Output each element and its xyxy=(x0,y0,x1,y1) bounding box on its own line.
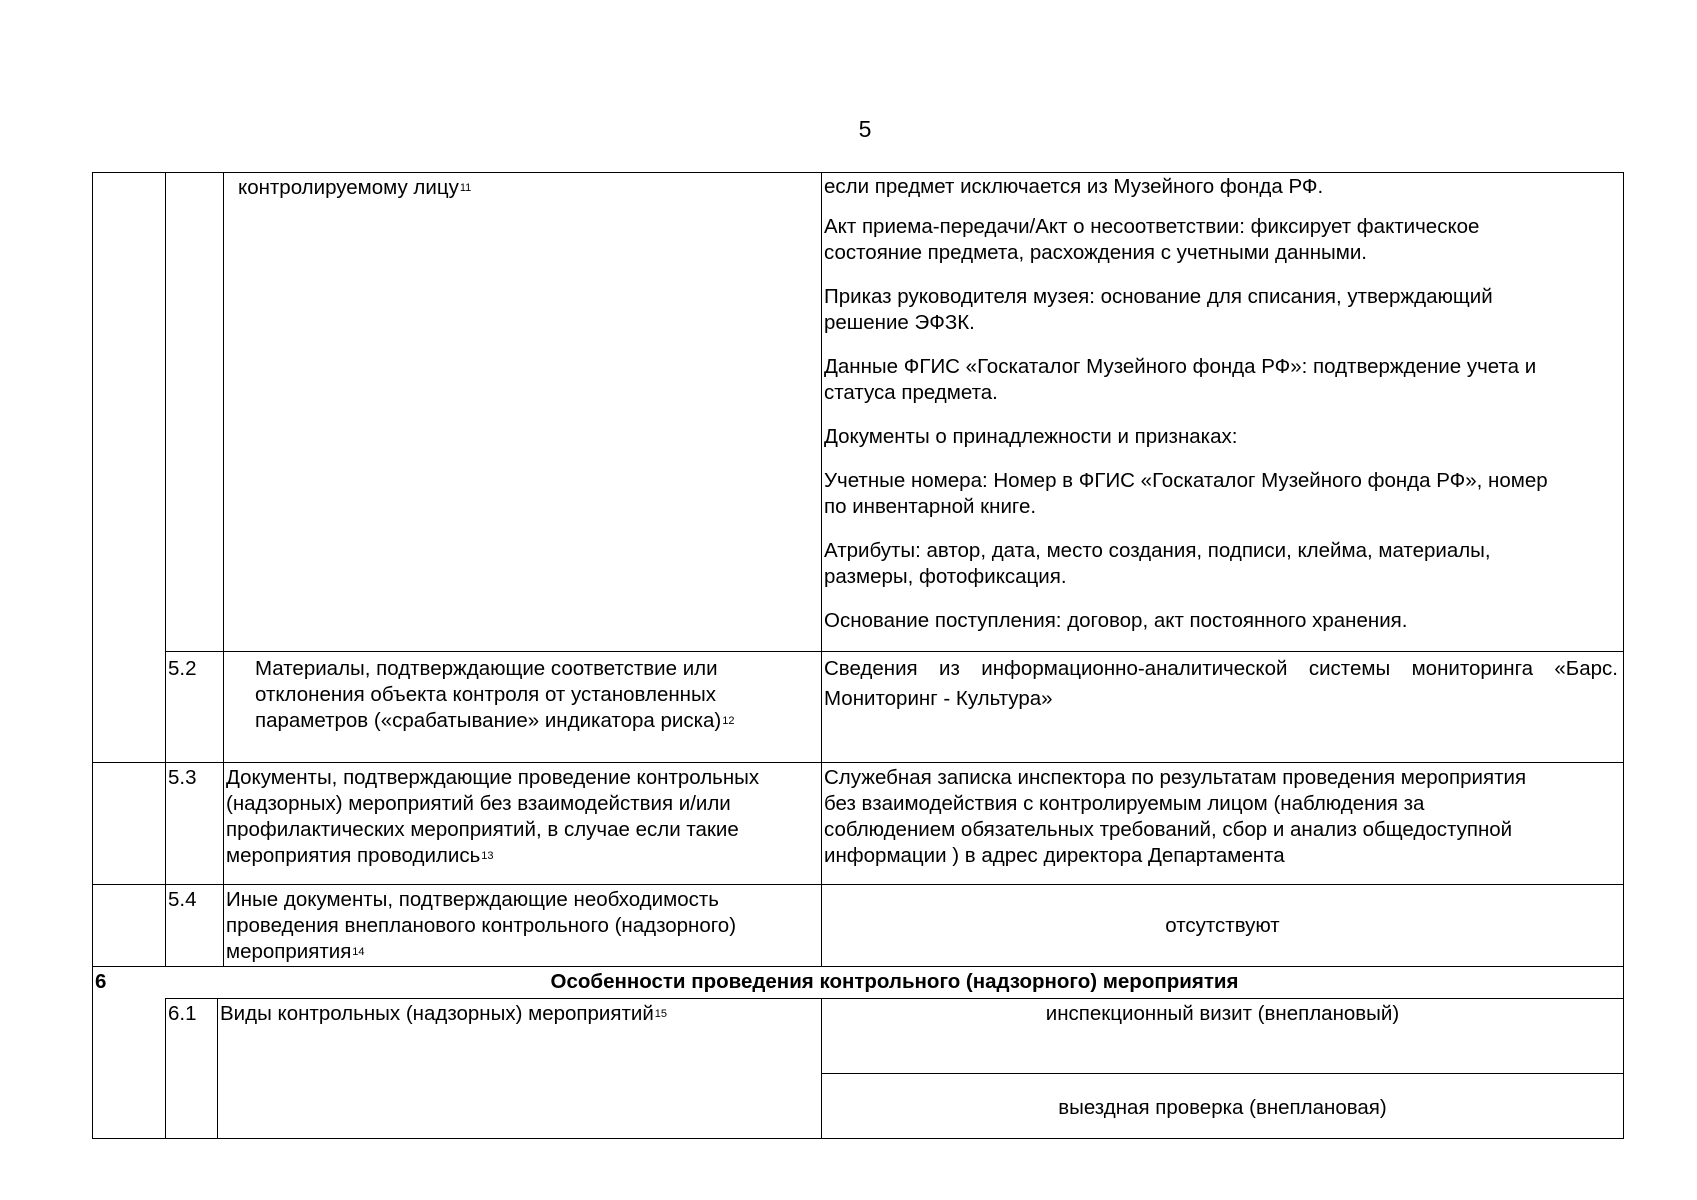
row-5-1-title: контролируемому лицу$^{11}$ xyxy=(238,176,472,199)
footnote-ref: 13 xyxy=(481,850,494,862)
row-5-1-content-line: Учетные номера: Номер в ФГИС «Госкаталог Музейного фонда РФ», номер xyxy=(824,469,1548,492)
row-5-2-title-line: параметров («срабатывание» индикатора риска)$^{12}$ xyxy=(255,709,735,732)
row-5-1-content-line: решение ЭФЗК. xyxy=(824,311,975,334)
row-5-1-content-line: Основание поступления: договор, акт постоянного хранения. xyxy=(824,609,1408,632)
row-5-1-content-line: Акт приема-передачи/Акт о несоответствии: фиксирует фактическое xyxy=(824,215,1480,238)
table-border-bottom xyxy=(92,1138,1624,1139)
row-5-3-title-line: мероприятия проводились$^{13}$ xyxy=(226,844,494,867)
row-5-3-title-line: Документы, подтверждающие проведение контрольных xyxy=(226,766,760,789)
row-5-2-title-line: Материалы, подтверждающие соответствие или xyxy=(255,657,718,680)
row-5-1-content-line: Атрибуты: автор, дата, место создания, подписи, клейма, материалы, xyxy=(824,539,1491,562)
column-divider xyxy=(165,998,166,1138)
table-border-left xyxy=(92,172,93,1138)
row-divider xyxy=(92,966,1624,967)
row-5-1-content-line: Документы о принадлежности и признаках: xyxy=(824,425,1238,448)
column-divider xyxy=(223,651,224,966)
row-6-1-number: 6.1 xyxy=(168,1002,197,1025)
row-divider xyxy=(165,998,1624,999)
row-6-1-option: инспекционный визит (внеплановый) xyxy=(1045,1002,1400,1025)
column-divider xyxy=(217,998,218,1138)
row-divider xyxy=(821,1073,1624,1074)
row-5-2-number: 5.2 xyxy=(168,657,197,680)
row-5-3-content-line: Служебная записка инспектора по результатам проведения мероприятия xyxy=(824,766,1527,789)
row-divider xyxy=(165,651,1624,652)
column-divider xyxy=(223,172,224,651)
section-6-number: 6 xyxy=(95,970,107,993)
row-5-1-content-line: если предмет исключается из Музейного фонда РФ. xyxy=(824,175,1324,198)
row-5-4-content: отсутствуют xyxy=(1165,914,1280,937)
row-6-1-title: Виды контрольных (надзорных) мероприятий$^{15}$ xyxy=(220,1002,668,1025)
page-number: 5 xyxy=(858,116,872,142)
row-5-1-content-line: размеры, фотофиксация. xyxy=(824,565,1067,588)
footnote-ref: 14 xyxy=(352,946,365,958)
footnote-ref: 15 xyxy=(654,1008,668,1020)
row-divider xyxy=(92,762,1624,763)
footnote-ref: 11 xyxy=(459,182,472,194)
table-border-right xyxy=(1623,172,1624,1138)
footnote-ref: 12 xyxy=(722,715,735,727)
column-divider xyxy=(821,172,822,966)
row-5-2-content-line: Мониторинг - Культура» xyxy=(824,687,1053,710)
row-5-4-title-line: мероприятия$^{14}$ xyxy=(226,940,365,963)
row-5-3-content-line: без взаимодействия с контролируемым лицом (наблюдения за xyxy=(824,792,1425,815)
row-5-3-content-line: соблюдением обязательных требований, сбор и анализ общедоступной xyxy=(824,818,1513,841)
row-5-1-content-line: Данные ФГИС «Госкаталог Музейного фонда РФ»: подтверждение учета и xyxy=(824,355,1537,378)
row-5-1-content-line: по инвентарной книге. xyxy=(824,495,1037,518)
row-5-1-content-line: статуса предмета. xyxy=(824,381,998,404)
section-6-title: Особенности проведения контрольного (надзорного) мероприятия xyxy=(550,970,1239,993)
column-divider xyxy=(165,172,166,966)
row-divider xyxy=(92,884,1624,885)
table-border-top xyxy=(92,172,1624,173)
row-5-2-content-line: Сведения из информационно-аналитической системы мониторинга «Барс. xyxy=(824,657,1618,680)
row-5-3-title-line: (надзорных) мероприятий без взаимодействия и/или xyxy=(226,792,731,815)
row-5-2-title-line: отклонения объекта контроля от установленных xyxy=(255,683,716,706)
row-5-3-content-line: информации ) в адрес директора Департамента xyxy=(824,844,1285,867)
row-5-4-title-line: Иные документы, подтверждающие необходимость xyxy=(226,888,719,911)
row-5-4-number: 5.4 xyxy=(168,888,197,911)
row-6-1-option: выездная проверка (внеплановая) xyxy=(1058,1096,1387,1119)
row-5-4-title-line: проведения внепланового контрольного (надзорного) xyxy=(226,914,737,937)
row-5-1-content-line: Приказ руководителя музея: основание для списания, утверждающий xyxy=(824,285,1493,308)
row-5-3-number: 5.3 xyxy=(168,766,197,789)
row-5-1-content-line: состояние предмета, расхождения с учетными данными. xyxy=(824,241,1367,264)
row-5-3-title-line: профилактических мероприятий, в случае если такие xyxy=(226,818,739,841)
